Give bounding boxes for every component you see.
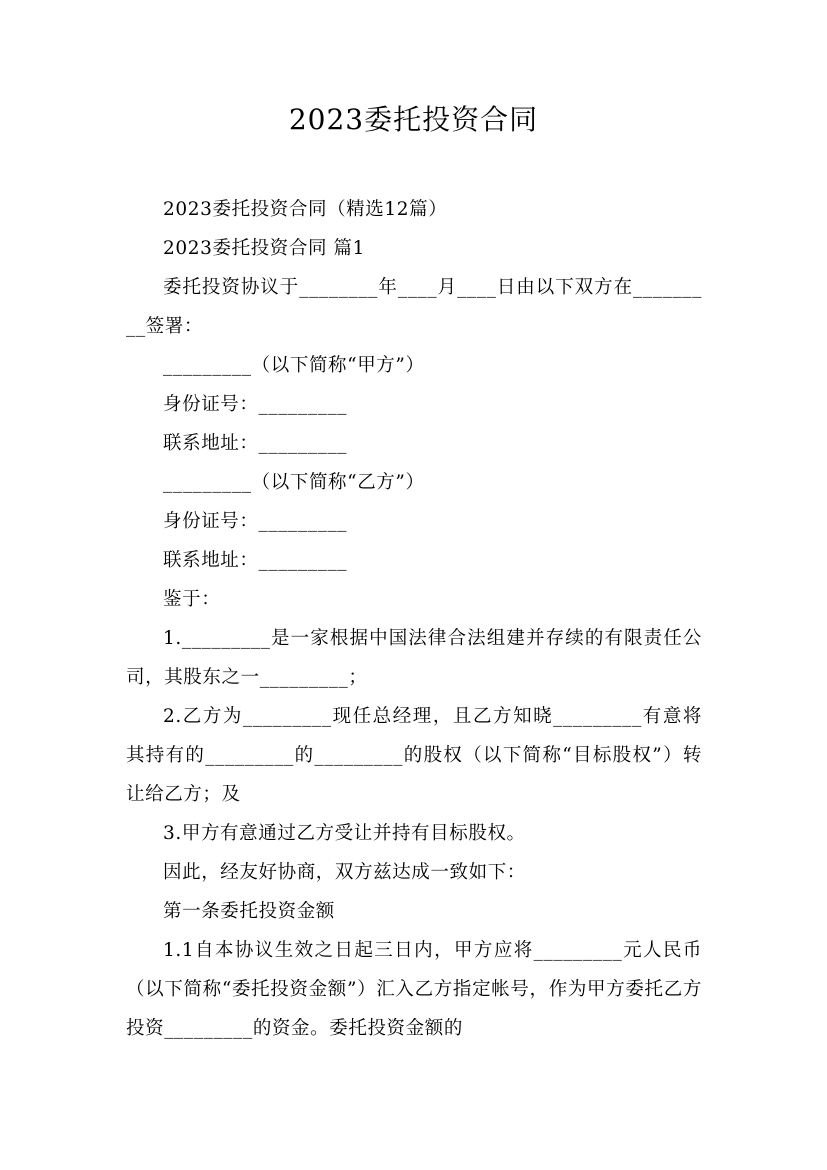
paragraph-party-b-id: 身份证号：_________ <box>163 511 348 532</box>
paragraph-whereas: 鉴于： <box>163 589 221 610</box>
paragraph-party-a: _________（以下简称“甲方”） <box>163 355 425 376</box>
paragraph-recital-2: 2.乙方为_________现任总经理，且乙方知晓_________有意将其持有的_________的_________的股权（以下简称“目标股权”）转让给乙方；及 <box>126 706 702 805</box>
paragraph-signing-statement: 委托投资协议于________年____月____日由以下双方在_________签署： <box>126 277 702 337</box>
paragraph-collection-title: 2023委托投资合同（精选12篇） <box>163 199 448 220</box>
paragraph-article-heading: 2023委托投资合同 篇1 <box>163 238 366 259</box>
paragraph-recital-1: 1._________是一家根据中国法律合法组建并存续的有限责任公司，其股东之一_________； <box>126 628 702 688</box>
paragraph-agreement-intro: 因此，经友好协商，双方兹达成一致如下： <box>163 862 526 883</box>
document-body <box>126 190 702 1048</box>
paragraph-party-b: _________（以下简称“乙方”） <box>163 472 425 493</box>
document-title: 2023委托投资合同 <box>288 103 539 136</box>
paragraph-party-a-address: 联系地址：_________ <box>163 433 348 454</box>
paragraph-party-b-address: 联系地址：_________ <box>163 550 348 571</box>
paragraph-clause-1-1: 1.1自本协议生效之日起三日内，甲方应将_________元人民币（以下简称“委托投资金额”）汇入乙方指定帐号，作为甲方委托乙方投资_________的资金。委托投资金额的 <box>126 940 702 1039</box>
paragraph-recital-3: 3.甲方有意通过乙方受让并持有目标股权。 <box>163 823 526 844</box>
paragraph-article-1-heading: 第一条委托投资金额 <box>163 901 335 922</box>
paragraph-party-a-id: 身份证号：_________ <box>163 394 348 415</box>
